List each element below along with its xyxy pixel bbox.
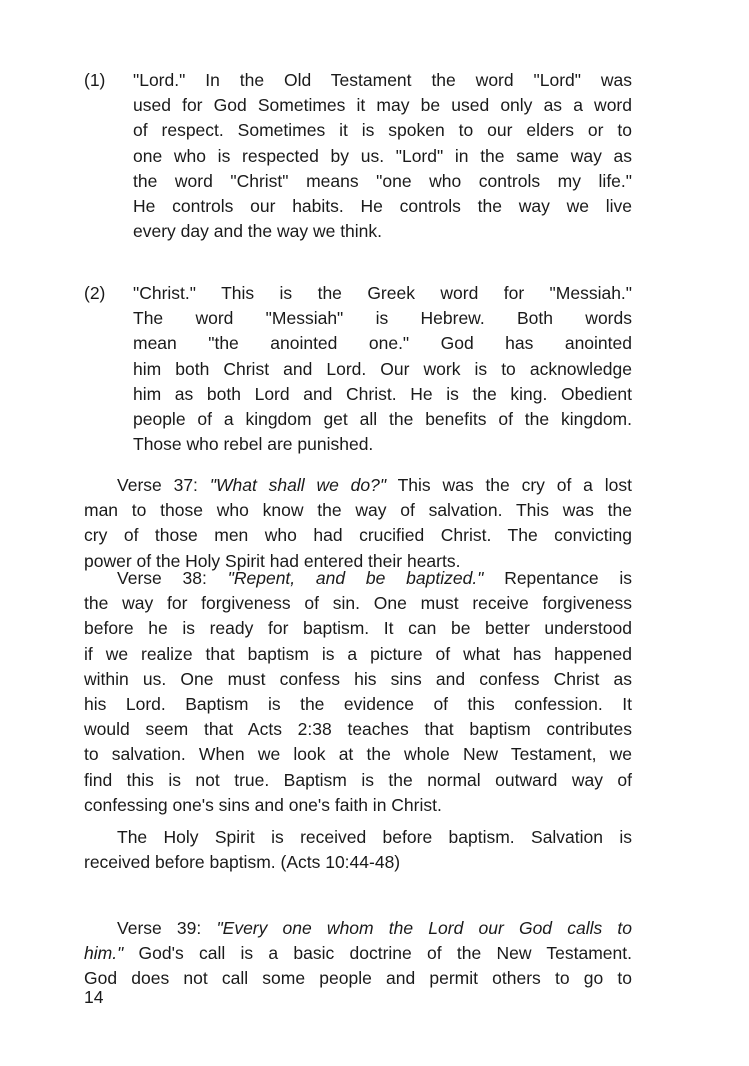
list-number: (1)	[84, 70, 106, 90]
text-segment: Verse 39:	[117, 918, 217, 938]
paragraph-verse-38	[84, 566, 632, 818]
text-line	[84, 566, 632, 591]
text-line	[133, 306, 632, 331]
text-line	[84, 768, 632, 793]
text-segment: used for God Sometimes it may be used only as a word	[133, 95, 632, 116]
text-segment: would seem that Acts 2:38 teaches that baptism contributes	[84, 719, 632, 740]
italic-quote: "What shall we do?"	[209, 475, 387, 495]
text-segment: received before baptism. (Acts 10:44-48)	[84, 852, 401, 873]
text-line	[133, 219, 632, 244]
text-line	[84, 591, 632, 616]
text-segment: the way for forgiveness of sin. One must receive forgiveness	[84, 593, 632, 614]
text-segment: "Christ." This is the Greek word for "Messiah."	[133, 283, 632, 303]
text-segment: if we realize that baptism is a picture of what has happened	[84, 643, 632, 664]
italic-quote: "Repent, and be baptized."	[227, 568, 484, 588]
text-segment: Verse 37:	[117, 475, 210, 495]
text-line	[84, 473, 632, 498]
text-line	[84, 850, 632, 875]
page-number: 14	[84, 987, 104, 1007]
text-segment: within us. One must confess his sins and confess Christ as	[84, 668, 632, 689]
text-segment: one who is respected by us. "Lord" in the same way as	[133, 145, 632, 166]
text-segment: The Holy Spirit is received before baptism. Salvation is	[117, 827, 632, 847]
text-segment: people of a kingdom get all the benefits of the kingdom.	[133, 408, 632, 429]
text-line	[84, 941, 632, 966]
text-line	[84, 498, 632, 523]
text-segment: every day and the way we think.	[133, 221, 383, 242]
text-line	[84, 523, 632, 548]
text-segment: Verse 38:	[117, 568, 228, 588]
text-line	[84, 667, 632, 692]
text-segment: him as both Lord and Christ. He is the king. Obedient	[133, 383, 632, 404]
paragraph-verse-39	[84, 916, 632, 992]
italic-quote: "Every one whom the Lord our God calls to	[216, 918, 632, 938]
text-line	[133, 144, 632, 169]
text-segment: Repentance is	[483, 568, 632, 588]
text-line	[84, 692, 632, 717]
text-line	[84, 793, 632, 818]
text-line	[84, 916, 632, 941]
text-segment: find this is not true. Baptism is the normal outward way of	[84, 769, 632, 790]
text-line	[84, 825, 632, 850]
text-line	[133, 93, 632, 118]
text-line	[133, 118, 632, 143]
text-segment: the word "Christ" means "one who controls my life."	[133, 170, 632, 191]
text-segment: of respect. Sometimes it is spoken to our elders or to	[133, 120, 632, 141]
text-line	[84, 616, 632, 641]
text-line	[84, 966, 632, 991]
paragraph-holy-spirit	[84, 825, 632, 875]
text-segment: Those who rebel are punished.	[133, 434, 374, 455]
text-line	[133, 432, 632, 457]
text-segment: power of the Holy Spirit had entered their hearts.	[84, 550, 461, 571]
text-segment: The word "Messiah" is Hebrew. Both words	[133, 308, 632, 329]
text-segment: cry of those men who had crucified Christ. The convicting	[84, 525, 632, 546]
text-line	[84, 642, 632, 667]
text-segment: him both Christ and Lord. Our work is to acknowledge	[133, 358, 632, 379]
text-line	[133, 194, 632, 219]
text-segment: God does not call some people and permit others to go to	[84, 968, 632, 989]
list-item-christ	[84, 281, 632, 457]
text-segment: to salvation. When we look at the whole New Testament, we	[84, 744, 632, 765]
text-line	[133, 407, 632, 432]
text-line	[133, 281, 632, 306]
text-line	[133, 169, 632, 194]
paragraph-verse-37	[84, 473, 632, 574]
text-line	[133, 382, 632, 407]
text-segment: "Lord." In the Old Testament the word "Lord" was	[133, 70, 632, 90]
text-segment: mean "the anointed one." God has anointed	[133, 333, 632, 354]
text-segment: confessing one's sins and one's faith in Christ.	[84, 794, 442, 815]
text-segment: This was the cry of a lost	[386, 475, 632, 495]
list-number: (2)	[84, 283, 106, 303]
italic-quote: him."	[84, 943, 124, 964]
text-line	[84, 742, 632, 767]
text-line	[133, 357, 632, 382]
text-segment: before he is ready for baptism. It can be better understood	[84, 618, 632, 639]
text-segment: God's call is a basic doctrine of the New Testament.	[123, 943, 632, 964]
text-segment: man to those who know the way of salvation. This was the	[84, 500, 632, 521]
list-item-lord	[84, 68, 632, 244]
text-segment: his Lord. Baptism is the evidence of this confession. It	[84, 693, 632, 714]
text-line	[84, 717, 632, 742]
text-line	[133, 68, 632, 93]
text-line	[133, 331, 632, 356]
text-segment: He controls our habits. He controls the way we live	[133, 195, 632, 216]
